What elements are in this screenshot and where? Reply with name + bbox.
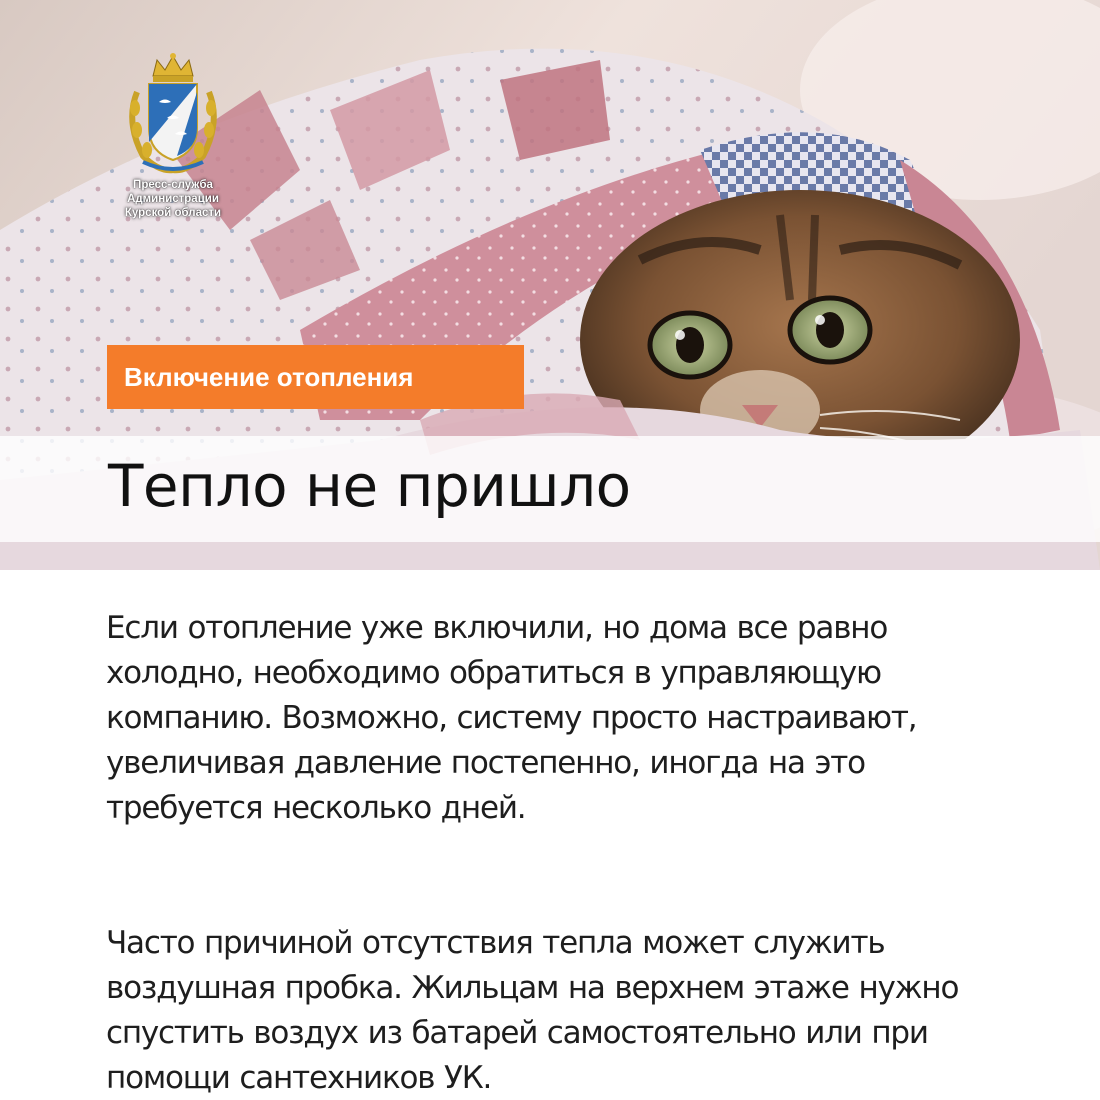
text-line: холодно, необходимо обратиться в управляющую [106, 655, 881, 691]
body-text [106, 606, 1036, 1100]
text-line: помощи сантехников УК. [106, 1060, 492, 1096]
text-line: компанию. Возможно, систему просто настраивают, [106, 700, 917, 736]
paragraph-1 [106, 606, 1036, 831]
text-line: увеличивая давление постепенно, иногда на это [106, 745, 865, 781]
emblem-line: Пресс-служба [133, 179, 213, 191]
press-service-emblem [108, 52, 238, 220]
paragraph-2 [106, 921, 1036, 1100]
text-line: спустить воздух из батарей самостоятельно или при [106, 1015, 928, 1051]
press-service-caption [108, 178, 238, 220]
kursk-region-coat-of-arms-icon [119, 52, 227, 176]
emblem-line: Администрации [127, 193, 219, 205]
emblem-line: Курской области [124, 207, 222, 219]
text-line: Если отопление уже включили, но дома все равно [106, 610, 888, 646]
text-line: требуется несколько дней. [106, 790, 526, 826]
text-line: воздушная пробка. Жильцам на верхнем этаже нужно [106, 970, 959, 1006]
category-tag: Включение отопления [107, 345, 524, 409]
page-title: Тепло не пришло [108, 452, 631, 520]
text-line: Часто причиной отсутствия тепла может служить [106, 925, 885, 961]
